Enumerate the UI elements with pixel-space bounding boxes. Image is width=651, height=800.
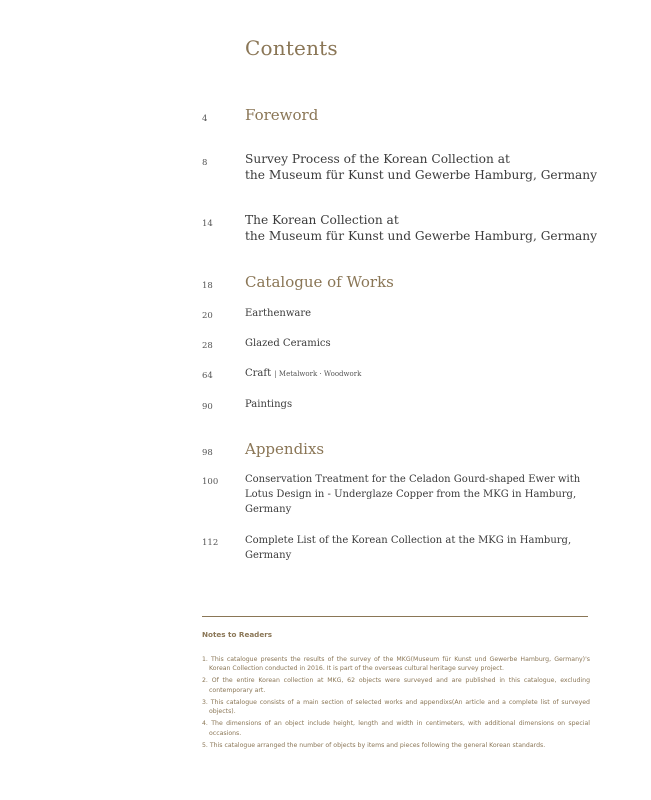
toc-page-number: 90 — [202, 402, 213, 412]
toc-section-title: Appendixs — [245, 440, 325, 458]
notes-list — [202, 655, 590, 753]
toc-page-number: 14 — [202, 219, 213, 229]
divider — [202, 616, 588, 617]
toc-entry-title: Earthenware — [245, 308, 312, 319]
toc-entry-subtitle: | Metalwork · Woodwork — [274, 370, 362, 378]
toc-page-number: 18 — [202, 281, 213, 291]
toc-entry-title — [245, 366, 605, 382]
toc-entry-title-text: Craft — [245, 368, 272, 379]
toc-entry-title-line: Survey Process of the Korean Collection at — [245, 152, 510, 166]
note-item: 1. This catalogue presents the results of the survey of the MKG(Museum für Kunst und Gewerbe Hamburg, Germany)'s Korean Collection conducted in 2016. It is part of the overseas cultural heritage survey project. — [202, 656, 590, 673]
toc-entry-title: Glazed Ceramics — [245, 338, 331, 349]
note-item: 2. Of the entire Korean collection at MKG, 62 objects were surveyed and are published in this catalogue, excluding contemporary art. — [202, 677, 590, 694]
toc-entry-title-line: the Museum für Kunst und Gewerbe Hamburg, Germany — [245, 229, 598, 243]
toc-entry-title: Paintings — [245, 399, 293, 410]
toc-section-title: Catalogue of Works — [245, 273, 394, 291]
toc-entry-title-line: The Korean Collection at — [245, 213, 399, 227]
toc-entry-title — [245, 151, 605, 183]
note-item: 4. The dimensions of an object include height, length and width in centimeters, with additional dimensions on special occasions. — [202, 720, 590, 737]
toc-entry-title: Complete List of the Korean Collection at the MKG in Hamburg, Germany — [245, 535, 572, 561]
toc-page-number: 4 — [202, 114, 208, 124]
toc-page-number: 64 — [202, 371, 213, 381]
page-title: Contents — [245, 36, 338, 60]
toc-page-number: 100 — [202, 477, 219, 487]
toc-page-number: 112 — [202, 538, 219, 548]
note-item: 3. This catalogue consists of a main section of selected works and appendixs(An article and a complete list of surveyed objects). — [202, 698, 590, 716]
toc-entry-title-line: the Museum für Kunst und Gewerbe Hamburg, Germany — [245, 168, 598, 182]
notes-title: Notes to Readers — [202, 630, 273, 639]
toc-page-number: 20 — [202, 311, 213, 321]
toc-section-title: Foreword — [245, 106, 319, 124]
toc-page-number: 28 — [202, 341, 213, 351]
note-item: 5. This catalogue arranged the number of objects by items and pieces following the general Korean standards. — [202, 741, 546, 749]
toc-entry-title — [245, 212, 605, 244]
toc-page-number: 8 — [202, 158, 208, 168]
toc-entry-title: Conservation Treatment for the Celadon Gourd-shaped Ewer with Lotus Design in - Underglaze Copper from the MKG in Hamburg, Germany — [245, 474, 581, 515]
toc-page-number: 98 — [202, 448, 213, 458]
